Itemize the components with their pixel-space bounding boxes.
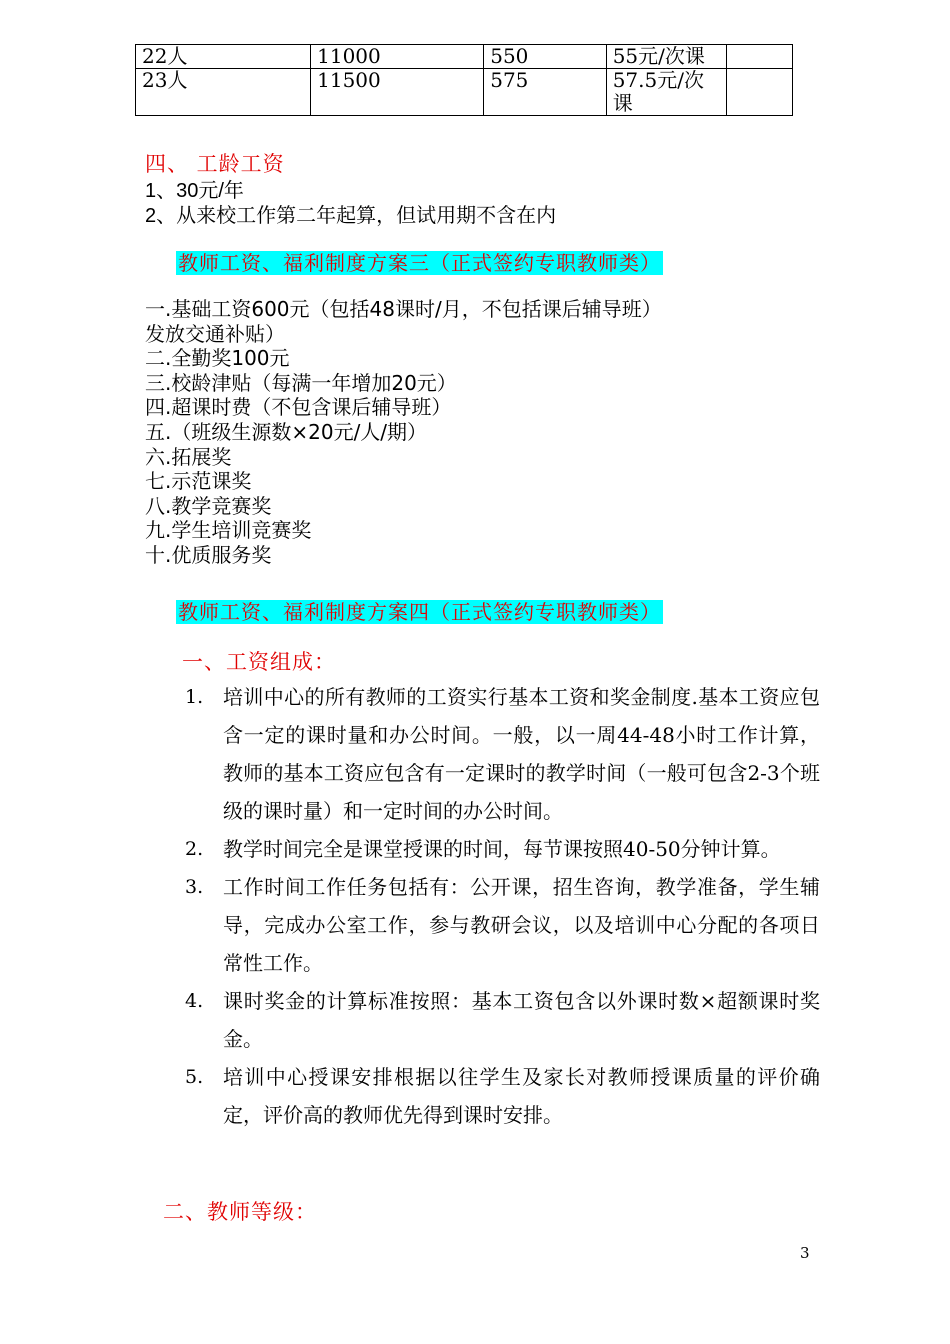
plan3-line: 四.超课时费（不包含课后辅导班）	[145, 395, 452, 420]
section4-title: 四、 工龄工资	[145, 152, 285, 176]
plan4-numbered-list	[185, 678, 820, 1134]
plan4-section1-heading: 一、工资组成：	[182, 650, 336, 674]
page-number: 3	[800, 1244, 810, 1262]
list-item-text: 培训中心授课安排根据以往学生及家长对教师授课质量的评价确定，评价高的教师优先得到课时安排。	[223, 1065, 820, 1127]
plan3-line: 五.（班级生源数×20元/人/期）	[145, 419, 428, 444]
plan3-title: 教师工资、福利制度方案三（正式签约专职教师类）	[178, 251, 661, 275]
table-cell	[727, 69, 793, 116]
plan3-line: 八.教学竞赛奖	[145, 493, 272, 518]
table-row	[136, 69, 793, 116]
plan3-line: 二.全勤奖100元	[145, 346, 290, 371]
list-item-number: 5.	[185, 1066, 204, 1088]
table-cell: 55元/次课	[606, 45, 726, 69]
list-item-text: 培训中心的所有教师的工资实行基本工资和奖金制度.基本工资应包含一定的课时量和办公时间。一般，以一周44-48小时工作计算，教师的基本工资应包含有一定课时的教学时间（一般可包含2-3个班级的课时量）和一定时间的办公时间。	[223, 685, 820, 823]
table-cell: 11000	[311, 45, 484, 69]
list-item-text: 课时奖金的计算标准按照：基本工资包含以外课时数×超额课时奖金。	[223, 989, 820, 1051]
list-item-text: 工作时间工作任务包括有：公开课，招生咨询，教学准备，学生辅导，完成办公室工作，参与教研会议，以及培训中心分配的各项日常性工作。	[223, 875, 820, 975]
table-cell: 11500	[311, 69, 484, 116]
table-cell: 22人	[136, 45, 311, 69]
table-cell: 23人	[136, 69, 311, 116]
table-cell	[727, 45, 793, 69]
list-item	[185, 1058, 820, 1134]
section4-item: 2、从来校工作第二年起算，但试用期不含在内	[145, 205, 557, 227]
table-cell: 575	[484, 69, 606, 116]
list-item	[185, 982, 820, 1058]
plan3-line: 十.优质服务奖	[145, 542, 272, 567]
plan3-line: 一.基础工资600元（包括48课时/月，不包括课后辅导班）	[145, 297, 662, 321]
list-item-number: 3.	[185, 876, 204, 898]
plan3-line: 六.拓展奖	[145, 444, 232, 469]
plan3-line: 发放交通补贴）	[145, 321, 285, 346]
plan4-section2-heading: 二、教师等级：	[163, 1200, 317, 1224]
list-item-number: 1.	[185, 686, 204, 708]
section4-item: 1、30元/年	[145, 180, 244, 202]
list-item-number: 2.	[185, 838, 204, 860]
list-item-text: 教学时间完全是课堂授课的时间，每节课按照40-50分钟计算。	[223, 837, 781, 861]
plan3-line: 三.校龄津贴（每满一年增加20元）	[145, 370, 457, 395]
plan4-title: 教师工资、福利制度方案四（正式签约专职教师类）	[178, 600, 661, 624]
list-item	[185, 678, 820, 830]
fee-table	[135, 44, 793, 116]
plan3-line: 七.示范课奖	[145, 469, 252, 494]
plan3-list	[145, 297, 662, 568]
plan3-title-wrap	[176, 247, 663, 276]
list-item	[185, 830, 820, 868]
table-row	[136, 45, 793, 69]
list-item-number: 4.	[185, 990, 204, 1012]
plan3-line: 九.学生培训竞赛奖	[145, 518, 312, 543]
list-item	[185, 868, 820, 982]
table-cell: 57.5元/次课	[606, 69, 726, 116]
plan4-title-wrap	[176, 596, 663, 625]
table-cell: 550	[484, 45, 606, 69]
